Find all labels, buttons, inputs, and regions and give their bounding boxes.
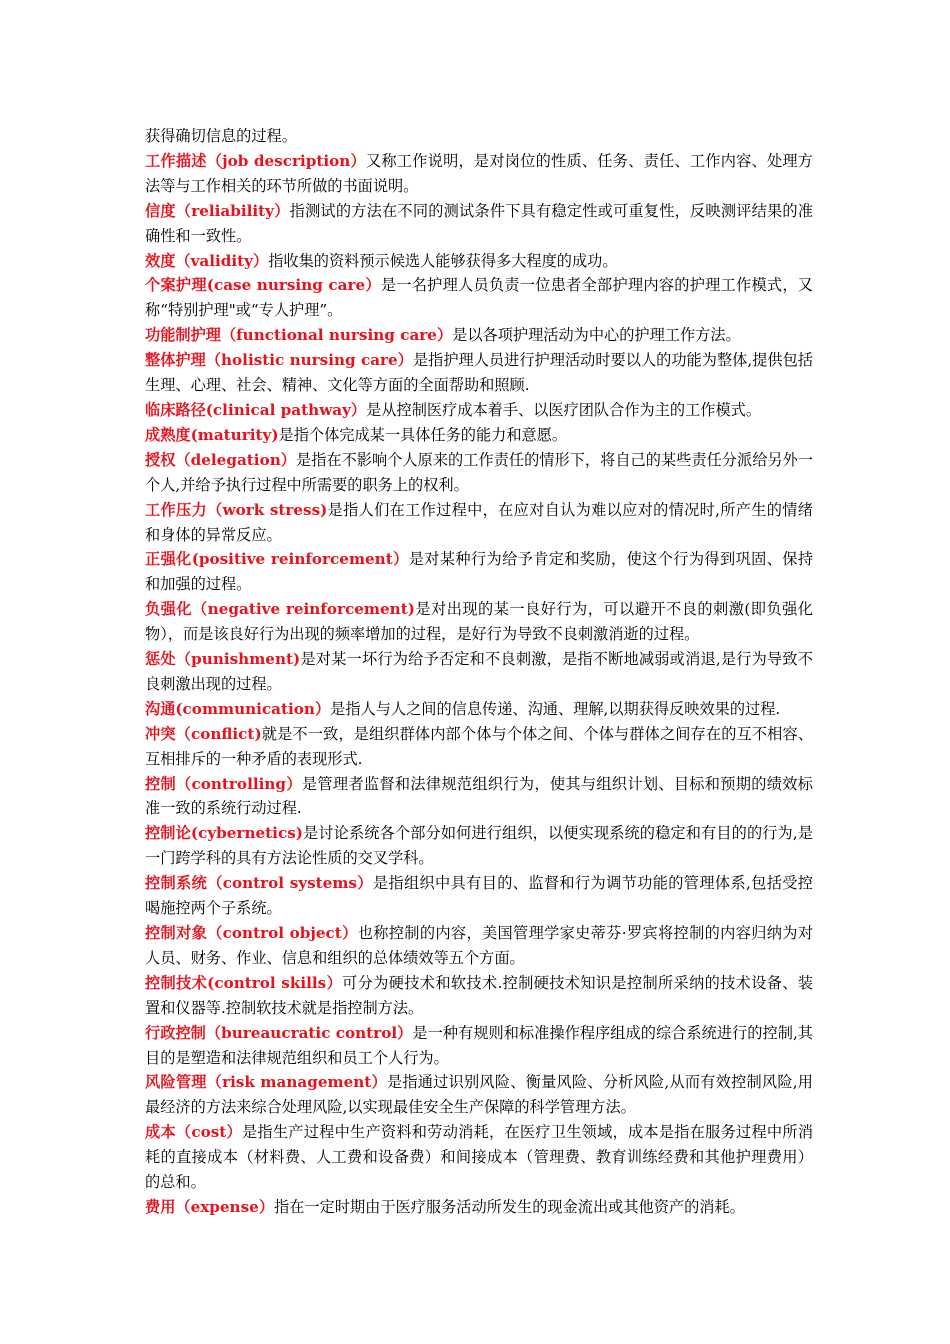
glossary-definition: 也称控制的内容，美国管理学家史蒂芬·罗宾将控制的内容归纳为对人员、财务、作业、信息和组织的总体绩效等五个方面。 [145,924,814,967]
glossary-entry [145,199,813,249]
glossary-term: 授权（delegation） [145,450,296,469]
glossary-definition: 是指人们在工作过程中，在应对自认为难以应对的情况时,所产生的情绪和身体的异常反应。 [145,500,813,544]
glossary-definition: 是指人与人之间的信息传递、沟通、理解,以期获得反映效果的过程. [330,699,781,718]
glossary-definition: 是指护理人员进行护理活动时要以人的功能为整体,提供包括生理、心理、社会、精神、文化等方面的全面帮助和照顾. [145,351,813,395]
glossary-definition: 是一种有规则和标准操作程序组成的综合系统进行的控制,其目的是塑造和法律规范组织和员工个人行为。 [145,1023,813,1067]
glossary-term: 控制系统（control systems） [145,874,373,893]
glossary-entry [145,498,813,548]
glossary-entry [145,149,813,199]
glossary-entry [145,273,813,323]
glossary-term: 控制论(cybernetics) [145,824,303,843]
glossary-entry [145,921,813,971]
glossary-term: 工作描述（job description） [145,151,366,170]
glossary-term: 工作压力（work stress) [145,500,328,519]
glossary-definition: 是指在不影响个人原来的工作责任的情形下，将自己的某些责任分派给另外一个人,并给予执行过程中所需要的职务上的权利。 [145,450,813,494]
glossary-term: 风险管理（risk management） [145,1073,387,1092]
glossary-definition: 是一名护理人员负责一位患者全部护理内容的护理工作模式，又称“特别护理"或“专人护理”。 [145,276,813,320]
glossary-definition: 是管理者监督和法律规范组织行为，使其与组织计划、目标和预期的绩效标准一致的系统行动过程. [145,774,813,818]
glossary-entry [145,821,813,871]
glossary-term: 临床路径(clinical pathway） [145,400,367,419]
glossary-entry [145,597,813,647]
glossary-term: 功能制护理（functional nursing care） [145,326,453,345]
glossary-definition: 是指生产过程中生产资料和劳动消耗，在医疗卫生领域，成本是指在服务过程中所消耗的直接成本（材料费、人工费和设备费）和间接成本（管理费、教育训练经费和其他护理费用）的总和。 [145,1123,814,1192]
glossary-entry [145,697,813,722]
glossary-entry [145,971,813,1021]
glossary-definition: 是指组织中具有目的、监督和行为调节功能的管理体系,包括受控喝施控两个子系统。 [145,874,813,918]
glossary-entry [145,1021,813,1071]
glossary-definition: 是对某一坏行为给予否定和不良刺激，是指不断地减弱或消退,是行为导致不良刺激出现的过程。 [145,650,813,693]
glossary-definition: 是对某种行为给予肯定和奖励，使这个行为得到巩固、保持和加强的过程。 [145,550,814,594]
glossary-entry [145,722,813,772]
glossary-term: 行政控制（bureaucratic control） [145,1023,413,1042]
glossary-definition: 就是不一致，是组织群体内部个体与个体之间、个体与群体之间存在的互不相容、互相排斥的一种矛盾的表现形式. [145,724,814,768]
glossary-definition: 是讨论系统各个部分如何进行组织，以便实现系统的稳定和有目的的行为,是一门跨学科的具有方法论性质的交叉学科。 [145,824,814,868]
glossary-entry [145,647,813,697]
glossary-entry [145,1195,813,1220]
glossary-term: 正强化(positive reinforcement） [145,550,409,569]
glossary-term: 惩处（punishment) [145,650,301,669]
intro-paragraph: 获得确切信息的过程。 [145,127,297,145]
glossary-term: 冲突（conflict) [145,724,262,743]
glossary-definition: 是指个体完成某一具体任务的能力和意愿。 [278,425,568,444]
glossary-definition: 指在一定时期由于医疗服务活动所发生的现金流出或其他资产的消耗。 [274,1197,745,1216]
glossary-term: 费用（expense） [145,1197,275,1216]
glossary-definition: 指收集的资料预示候选人能够获得多大程度的成功。 [268,251,618,270]
glossary-entry [145,448,813,498]
glossary-entry [145,1120,813,1195]
glossary-definition: 是从控制医疗成本着手、以医疗团队合作为主的工作模式。 [366,400,761,419]
glossary-entry [145,772,813,822]
glossary-term: 成熟度(maturity) [145,425,279,444]
glossary-definition: 又称工作说明，是对岗位的性质、任务、责任、工作内容、处理方法等与工作相关的环节所做的书面说明。 [145,151,813,195]
glossary-entry [145,871,813,921]
glossary-definition: 是指通过识别风险、衡量风险、分析风险,从而有效控制风险,用最经济的方法来综合处理风险,以实现最佳安全生产保障的科学管理方法。 [145,1073,813,1117]
glossary-term: 整体护理（holistic nursing care） [145,351,413,370]
glossary-entry [145,398,813,423]
glossary-term: 控制对象（control object） [145,924,358,942]
glossary-entry [145,547,813,597]
glossary-term: 沟通(communication） [145,699,331,718]
glossary-entry [145,323,813,348]
glossary-entry [145,249,813,274]
document-page [145,124,813,1220]
glossary-definition: 可分为硬技术和软技术.控制硬技术知识是控制所采纳的技术设备、装置和仪器等.控制软技术就是指控制方法。 [145,973,814,1017]
glossary-term: 控制（controlling） [145,774,302,793]
glossary-term: 效度（validity） [145,251,269,270]
glossary-term: 负强化（negative reinforcement) [145,600,415,619]
glossary-definition: 指测试的方法在不同的测试条件下具有稳定性或可重复性，反映测评结果的准确性和一致性。 [145,201,814,245]
glossary-entry [145,1070,813,1120]
glossary-list [145,149,813,1220]
glossary-term: 控制技术(control skills） [145,973,343,992]
glossary-term: 个案护理(case nursing care） [145,276,381,295]
glossary-definition: 是对出现的某一良好行为，可以避开不良的刺激(即负强化物），而是该良好行为出现的频率增加的过程，是好行为导致不良刺激消逝的过程。 [145,600,813,644]
glossary-term: 成本（cost） [145,1123,242,1142]
glossary-entry [145,348,813,398]
glossary-term: 信度（reliability） [145,201,290,220]
glossary-definition: 是以各项护理活动为中心的护理工作方法。 [452,326,741,345]
glossary-entry [145,423,813,448]
